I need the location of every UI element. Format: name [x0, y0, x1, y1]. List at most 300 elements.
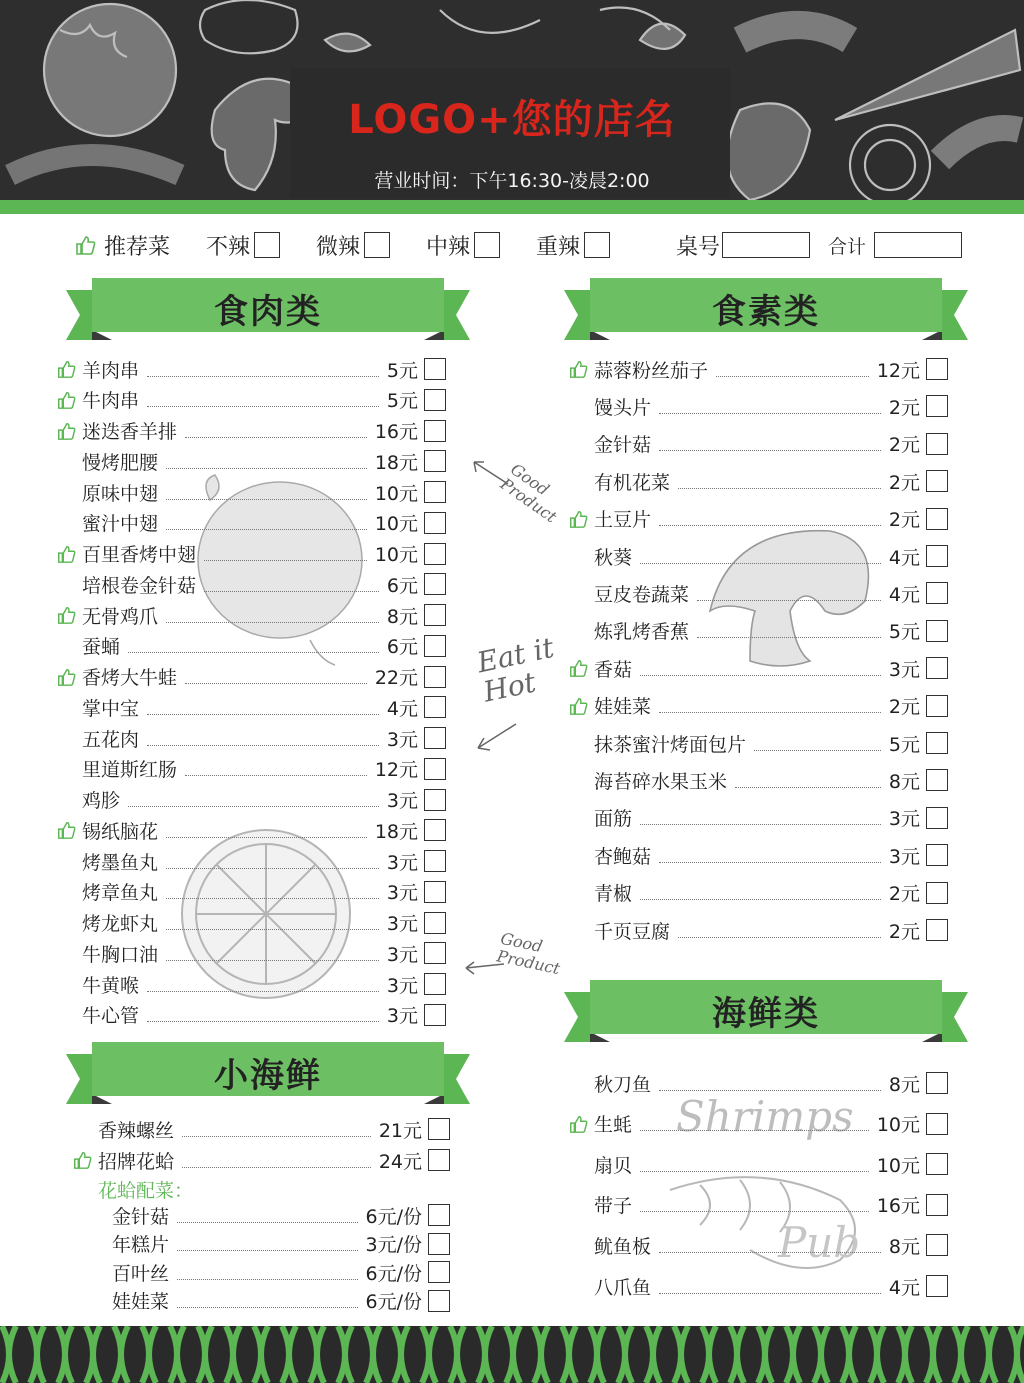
item-name: 香辣螺丝: [98, 1119, 175, 1142]
item-name: 八爪鱼: [594, 1276, 652, 1299]
thumbs-up-icon: [56, 544, 82, 564]
item-name: 青椒: [594, 883, 633, 906]
dotted-leader: [147, 977, 379, 992]
menu-item: [568, 543, 948, 569]
order-checkbox[interactable]: [926, 1153, 948, 1175]
item-price: 4元: [888, 1276, 920, 1299]
item-price: 6元/份: [365, 1291, 422, 1313]
dotted-leader: [659, 848, 881, 863]
dotted-leader: [166, 608, 379, 623]
item-price: 6元/份: [365, 1205, 422, 1228]
dotted-leader: [128, 638, 379, 653]
menu-item: [56, 940, 446, 966]
item-name: 豆皮卷蔬菜: [594, 583, 690, 606]
menu-item: [72, 1147, 450, 1173]
item-name: 百里香烤中翅: [82, 544, 197, 566]
dotted-leader: [659, 1238, 881, 1253]
thumbs-up-icon: [56, 421, 82, 441]
good-product-note-2: Good Product: [495, 928, 562, 979]
order-checkbox[interactable]: [424, 789, 446, 811]
item-name: 里道斯红肠: [82, 759, 178, 782]
dotted-leader: [640, 1157, 869, 1172]
item-name: 牛肉串: [82, 390, 140, 413]
item-name: 馒头片: [594, 396, 652, 419]
item-name: 培根卷金针菇: [82, 574, 197, 597]
order-checkbox[interactable]: [424, 727, 446, 749]
item-price: 5元: [386, 390, 418, 413]
menu-item: [568, 580, 948, 606]
item-price: 3元: [386, 790, 418, 812]
menu-item: [56, 510, 446, 536]
table-number-field-group: [676, 228, 810, 262]
dotted-leader: [640, 885, 881, 900]
menu-item: [568, 1151, 948, 1177]
thumbs-up-icon: [56, 390, 82, 410]
item-price: 2元: [888, 920, 920, 943]
order-checkbox[interactable]: [424, 604, 446, 626]
item-price: 10元: [374, 544, 418, 566]
item-price: 24元: [378, 1150, 422, 1173]
arrow-left-icon: [470, 458, 510, 488]
menu-item: [56, 418, 446, 444]
order-checkbox[interactable]: [428, 1290, 450, 1312]
item-price: 6元: [386, 574, 418, 597]
item-name: 烤墨鱼丸: [82, 851, 159, 874]
dotted-leader: [659, 698, 881, 713]
menu-item: [568, 393, 948, 419]
clam-sides-title: 花蛤配菜：: [98, 1180, 194, 1202]
item-name: 面筋: [594, 808, 633, 831]
item-price: 8元: [888, 770, 920, 793]
menu-item: [86, 1231, 450, 1257]
item-name: 蒜蓉粉丝茄子: [594, 359, 709, 382]
item-name: 秋刀鱼: [594, 1073, 652, 1096]
spice-medium-label: 中辣: [426, 234, 471, 260]
dotted-leader: [147, 700, 379, 715]
order-checkbox[interactable]: [424, 635, 446, 657]
order-checkbox[interactable]: [428, 1261, 450, 1283]
dotted-leader: [182, 1122, 371, 1137]
menu-item: [56, 848, 446, 874]
item-name: 土豆片: [594, 509, 652, 532]
menu-item: [568, 917, 948, 943]
ribbon-meat: [66, 278, 470, 344]
item-name: 娃娃菜: [594, 696, 652, 719]
dotted-leader: [697, 623, 881, 638]
order-checkbox[interactable]: [926, 1234, 948, 1256]
item-name: 牛心管: [82, 1005, 140, 1028]
dotted-leader: [678, 923, 881, 938]
order-checkbox[interactable]: [926, 657, 948, 679]
item-name: 掌中宝: [82, 697, 140, 720]
thumbs-up-icon: [568, 658, 594, 678]
item-name: 生蚝: [594, 1114, 633, 1137]
order-checkbox[interactable]: [428, 1204, 450, 1226]
menu-item: [568, 431, 948, 457]
dotted-leader: [166, 454, 367, 469]
item-price: 18元: [374, 451, 418, 474]
spice-medium-checkbox[interactable]: [474, 232, 500, 258]
item-name: 秋葵: [594, 546, 633, 569]
order-checkbox[interactable]: [428, 1118, 450, 1140]
item-name: 炼乳烤香蕉: [594, 621, 690, 644]
item-price: 3元: [386, 728, 418, 751]
item-price: 18元: [374, 820, 418, 843]
item-name: 无骨鸡爪: [82, 605, 159, 628]
dotted-leader: [177, 1236, 357, 1251]
item-name: 鱿鱼板: [594, 1235, 652, 1258]
spice-hot-checkbox[interactable]: [584, 232, 610, 258]
item-price: 3元: [888, 845, 920, 868]
dotted-leader: [659, 1279, 881, 1294]
order-checkbox[interactable]: [926, 508, 948, 530]
menu-item: [568, 655, 948, 681]
item-name: 锡纸脑花: [82, 820, 159, 843]
dotted-leader: [166, 485, 367, 500]
item-name: 五花肉: [82, 728, 140, 751]
dotted-leader: [640, 661, 881, 676]
dotted-leader: [640, 1116, 869, 1131]
item-name: 招牌花蛤: [98, 1150, 175, 1173]
menu-item: [568, 1111, 948, 1137]
item-price: 2元: [888, 696, 920, 719]
item-price: 2元: [888, 434, 920, 457]
dotted-leader: [166, 823, 367, 838]
order-checkbox[interactable]: [424, 696, 446, 718]
spice-none-checkbox[interactable]: [254, 232, 280, 258]
order-checkbox[interactable]: [926, 732, 948, 754]
dotted-leader: [182, 1153, 371, 1168]
spice-hot-label: 重辣: [536, 234, 581, 260]
menu-item: [86, 1288, 450, 1314]
order-checkbox[interactable]: [424, 358, 446, 380]
spice-none-label: 不辣: [206, 234, 251, 260]
smallsea-section-title: 小海鲜: [214, 1056, 322, 1096]
dotted-leader: [678, 474, 881, 489]
thumbs-up-icon: [56, 359, 82, 379]
total-label: 合计: [828, 235, 867, 258]
menu-item: [568, 618, 948, 644]
order-checkbox[interactable]: [428, 1233, 450, 1255]
menu-item: [56, 356, 446, 382]
order-checkbox[interactable]: [926, 1275, 948, 1297]
order-checkbox[interactable]: [424, 1004, 446, 1026]
item-price: 3元: [386, 851, 418, 874]
order-checkbox[interactable]: [926, 395, 948, 417]
menu-item: [568, 693, 948, 719]
arrow-left-icon-2: [462, 956, 506, 976]
item-name: 烤章鱼丸: [82, 882, 159, 905]
menu-item: [56, 756, 446, 782]
total-field-group: [828, 228, 962, 262]
item-name: 慢烤肥腰: [82, 451, 159, 474]
item-price: 2元: [888, 509, 920, 532]
item-name: 迷迭香羊排: [82, 421, 178, 443]
item-price: 10元: [374, 482, 418, 505]
menu-item: [56, 971, 446, 997]
order-checkbox[interactable]: [424, 481, 446, 503]
item-name: 羊肉串: [82, 359, 140, 382]
menu-item: [56, 694, 446, 720]
item-price: 8元: [386, 605, 418, 628]
dotted-leader: [166, 515, 367, 530]
menu-item: [56, 602, 446, 628]
item-name: 烤龙虾丸: [82, 913, 159, 935]
item-price: 3元: [386, 882, 418, 905]
footer-pattern: [0, 1326, 1024, 1383]
dotted-leader: [166, 854, 379, 869]
shrimps-script: Shrimps: [676, 1092, 854, 1141]
menu-item: [56, 541, 446, 567]
item-name: 杏鲍菇: [594, 845, 652, 868]
item-price: 3元/份: [365, 1234, 422, 1256]
menu-item: [568, 842, 948, 868]
order-checkbox[interactable]: [424, 389, 446, 411]
veg-section-title: 食素类: [712, 292, 820, 332]
dotted-leader: [166, 946, 379, 961]
table-number-label: 桌号: [676, 234, 721, 260]
item-name: 抹茶蜜汁烤面包片: [594, 733, 747, 756]
menu-item: [72, 1116, 450, 1142]
thumbs-up-icon: [56, 605, 82, 625]
dotted-leader: [640, 810, 881, 825]
eat-it-hot-note: Eat it Hot: [474, 630, 557, 709]
spice-mild-label: 微辣: [316, 234, 361, 260]
order-checkbox[interactable]: [926, 844, 948, 866]
spice-none-option[interactable]: [206, 228, 280, 262]
order-checkbox[interactable]: [424, 912, 446, 934]
shop-title: LOGO+您的店名: [348, 97, 676, 143]
dotted-leader: [697, 586, 881, 601]
seafood-section-title: 海鲜类: [712, 994, 820, 1034]
menu-item: [56, 787, 446, 813]
menu-item: [86, 1202, 450, 1228]
dotted-leader: [204, 577, 379, 592]
item-name: 千页豆腐: [594, 920, 671, 943]
order-checkbox[interactable]: [424, 666, 446, 688]
item-name: 金针菇: [112, 1205, 170, 1228]
order-checkbox[interactable]: [424, 573, 446, 595]
item-name: 香菇: [594, 658, 633, 681]
menu-item: [56, 571, 446, 597]
spice-mild-checkbox[interactable]: [364, 232, 390, 258]
order-checkbox[interactable]: [424, 512, 446, 534]
dotted-leader: [177, 1265, 357, 1280]
dotted-leader: [166, 915, 379, 930]
item-name: 带子: [594, 1195, 633, 1218]
menu-item: [568, 1232, 948, 1258]
thumbs-up-icon: [72, 1150, 98, 1170]
item-price: 2元: [888, 883, 920, 906]
dotted-leader: [640, 1197, 869, 1212]
menu-item: [568, 1273, 948, 1299]
recommend-label: 推荐菜: [104, 234, 171, 260]
thumbs-up-icon: [568, 359, 594, 379]
item-price: 16元: [374, 421, 418, 443]
dotted-leader: [204, 546, 367, 561]
dotted-leader: [716, 362, 869, 377]
order-checkbox[interactable]: [926, 470, 948, 492]
menu-item: [56, 725, 446, 751]
arrow-down-left-icon: [472, 720, 520, 756]
item-name: 海苔碎水果玉米: [594, 770, 728, 793]
dotted-leader: [754, 736, 881, 751]
business-hours: 营业时间：下午16:30-凌晨2:00: [374, 170, 650, 192]
item-price: 4元: [888, 546, 920, 569]
item-price: 6元: [386, 636, 418, 659]
item-name: 百叶丝: [112, 1262, 170, 1285]
order-checkbox[interactable]: [424, 881, 446, 903]
item-price: 8元: [888, 1235, 920, 1258]
item-name: 牛胸口油: [82, 943, 159, 966]
menu-item: [568, 880, 948, 906]
menu-item: [568, 730, 948, 756]
thumbs-up-icon: [568, 696, 594, 716]
thumbs-up-icon: [56, 820, 82, 840]
ribbon-veg: [564, 278, 968, 344]
item-price: 3元: [888, 658, 920, 681]
order-checkbox[interactable]: [926, 1113, 948, 1135]
menu-item: [56, 1002, 446, 1028]
item-price: 4元: [386, 697, 418, 720]
order-checkbox[interactable]: [926, 882, 948, 904]
menu-item: [568, 1192, 948, 1218]
order-checkbox[interactable]: [926, 769, 948, 791]
order-checkbox[interactable]: [428, 1149, 450, 1171]
thumbs-up-icon: [568, 509, 594, 529]
ribbon-smallsea: [66, 1042, 470, 1108]
menu-item: [56, 817, 446, 843]
item-name: 牛黄喉: [82, 974, 140, 997]
item-price: 21元: [378, 1119, 422, 1142]
thumbs-up-icon: [56, 667, 82, 687]
item-price: 12元: [876, 359, 920, 382]
menu-item: [86, 1259, 450, 1285]
dotted-leader: [177, 1208, 357, 1223]
item-price: 3元: [386, 1005, 418, 1028]
dotted-leader: [659, 436, 881, 451]
item-name: 娃娃菜: [112, 1291, 170, 1313]
header-banner: [0, 0, 1024, 200]
menu-item: [56, 633, 446, 659]
order-checkbox[interactable]: [926, 695, 948, 717]
table-number-field[interactable]: [722, 232, 810, 258]
item-price: 22元: [374, 667, 418, 689]
item-name: 原味中翅: [82, 482, 159, 505]
spice-mild-option[interactable]: [316, 228, 390, 262]
spice-hot-option[interactable]: [536, 228, 610, 262]
dotted-leader: [147, 362, 379, 377]
item-name: 鸡胗: [82, 790, 121, 812]
item-price: 3元: [386, 974, 418, 997]
item-price: 6元/份: [365, 1262, 422, 1285]
ribbon-seafood: [564, 980, 968, 1046]
order-checkbox[interactable]: [424, 819, 446, 841]
order-checkbox[interactable]: [926, 919, 948, 941]
dotted-leader: [128, 792, 379, 807]
item-price: 4元: [888, 583, 920, 606]
menu-item: [56, 664, 446, 690]
item-name: 蜜汁中翅: [82, 513, 159, 536]
item-price: 12元: [374, 759, 418, 782]
menu-item: [568, 767, 948, 793]
item-price: 16元: [876, 1195, 920, 1218]
order-checkbox[interactable]: [424, 420, 446, 442]
order-checkbox[interactable]: [424, 973, 446, 995]
spice-medium-option[interactable]: [426, 228, 500, 262]
order-checkbox[interactable]: [926, 1194, 948, 1216]
item-price: 10元: [876, 1154, 920, 1177]
item-price: 5元: [888, 621, 920, 644]
dotted-leader: [640, 549, 881, 564]
menu-item: [568, 805, 948, 831]
menu-item: [568, 356, 948, 382]
item-price: 3元: [386, 913, 418, 935]
menu-item: [56, 387, 446, 413]
menu-item: [56, 910, 446, 936]
item-price: 2元: [888, 396, 920, 419]
item-price: 2元: [888, 471, 920, 494]
dotted-leader: [147, 1007, 379, 1022]
order-checkbox[interactable]: [926, 582, 948, 604]
order-checkbox[interactable]: [926, 433, 948, 455]
dotted-leader: [185, 761, 367, 776]
dotted-leader: [147, 731, 379, 746]
menu-item: [568, 1070, 948, 1096]
item-price: 10元: [876, 1114, 920, 1137]
dotted-leader: [659, 1076, 881, 1091]
order-checkbox[interactable]: [926, 545, 948, 567]
item-price: 5元: [386, 359, 418, 382]
header-divider: [0, 200, 1024, 214]
item-name: 扇贝: [594, 1154, 633, 1177]
item-price: 8元: [888, 1073, 920, 1096]
order-checkbox[interactable]: [424, 758, 446, 780]
order-checkbox[interactable]: [424, 543, 446, 565]
dotted-leader: [659, 511, 881, 526]
dotted-leader: [185, 669, 367, 684]
order-checkbox[interactable]: [926, 620, 948, 642]
dotted-leader: [147, 392, 379, 407]
order-checkbox[interactable]: [424, 450, 446, 472]
menu-item: [56, 479, 446, 505]
item-name: 年糕片: [112, 1234, 170, 1256]
thumbs-up-icon: [568, 1114, 594, 1134]
item-name: 蚕蛹: [82, 636, 121, 659]
order-checkbox[interactable]: [424, 942, 446, 964]
thumbs-up-icon: [74, 234, 96, 256]
meat-section-title: 食肉类: [214, 292, 322, 332]
total-field[interactable]: [874, 232, 962, 258]
item-name: 香烤大牛蛙: [82, 667, 178, 689]
dotted-leader: [735, 773, 881, 788]
dotted-leader: [659, 399, 881, 414]
dotted-leader: [166, 884, 379, 899]
menu-item: [568, 468, 948, 494]
order-checkbox[interactable]: [926, 1072, 948, 1094]
order-checkbox[interactable]: [926, 807, 948, 829]
dotted-leader: [185, 423, 367, 438]
order-checkbox[interactable]: [424, 850, 446, 872]
item-price: 10元: [374, 513, 418, 536]
item-name: 有机花菜: [594, 471, 671, 494]
item-price: 3元: [888, 808, 920, 831]
menu-item: [56, 448, 446, 474]
item-price: 5元: [888, 733, 920, 756]
order-checkbox[interactable]: [926, 358, 948, 380]
recommend-legend: [74, 228, 170, 262]
menu-item: [568, 506, 948, 532]
